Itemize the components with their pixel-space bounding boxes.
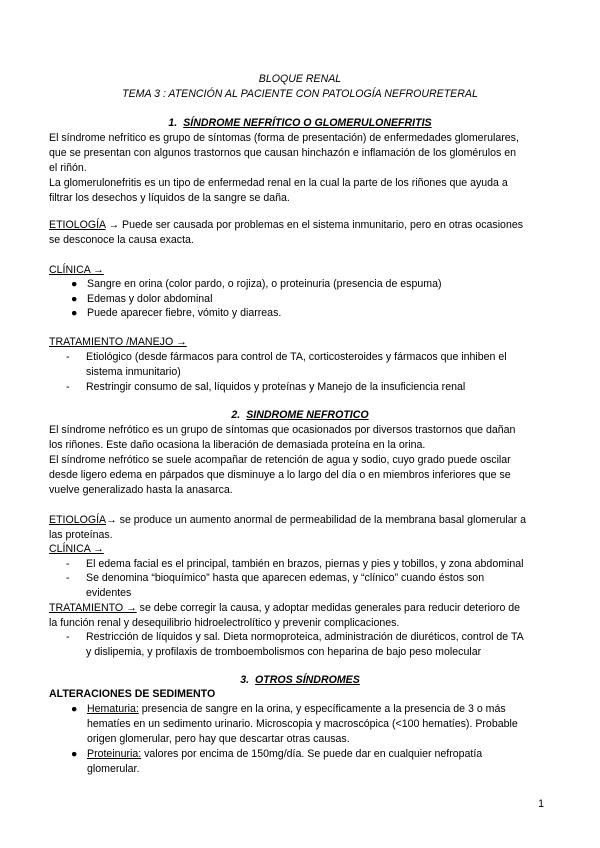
text-line: se desconoce la causa exacta. [49,234,194,246]
s1-tratamiento-label: TRATAMIENTO /MANEJO → [49,336,187,348]
page-number: 1 [538,798,544,810]
section-1-number: 1. [168,117,178,129]
text-line: los riñones. Este daño ocasiona la liberación de demasiada proteína en la orina. [49,439,426,451]
s3-subheading: ALTERACIONES DE SEDIMENTO [49,688,216,700]
section-3-title: OTROS SÍNDROMES [255,674,360,686]
document-title: BLOQUE RENAL [258,73,342,85]
text-line: que se presentan con algunos trastornos que causan hinchazón e inflamación de los glomérulos en [49,147,517,159]
section-2-heading [0,408,600,423]
text-line: vuelve generalizado hasta la anasarca. [49,484,233,496]
text-line: filtrar los desechos y líquidos de la sangre se daña. [49,192,290,204]
text-line: desde ligero edema en párpados que disminuye a lo largo del día o en miembros inferiores que se [49,469,511,481]
text-line: se debe corregir la causa, y adoptar medidas generales para reducir deterioro de [136,602,521,614]
text-line: el riñón. [49,162,87,174]
text-line: las proteínas. [49,529,113,541]
section-1-title: SÍNDROME NEFRÍTICO O GLOMERULONEFRITIS [183,117,432,129]
s2-etiology [49,513,554,543]
text-line: El síndrome nefrótico se suele acompañar de retención de agua y sodio, cuyo grado puede oscilar [49,454,511,466]
section-2-title: SINDROME NEFROTICO [246,409,369,421]
text-line: la función renal y desequilibrio hidroelectrolítico y prevenir complicaciones. [49,617,400,629]
etiology-label: ETIOLOGÍA [49,219,106,231]
etiology-label: ETIOLOGÍA [49,514,107,526]
text-line: El síndrome nefrótico es un grupo de síntomas que ocasionados por diversos trastornos que dañan [49,424,516,436]
section-2-number: 2. [231,409,241,421]
text-line: La glomerulonefritis es un tipo de enfermedad renal en la cual la parte de los riñones que ayuda a [49,177,508,189]
text-line: → Puede ser causada por problemas en el sistema inmunitario, pero en otras ocasiones [105,219,524,231]
document-page: BLOQUE RENAL TEMA 3 : ATENCIÓN AL PACIENTE CON PATOLOGÍA NEFROURETERAL 1. SÍNDROME NEFRÍTICO O GLOMERULONEFRITIS El síndrome nefrítico es grupo de síntomas (forma de presentación) de enfermedades glomerulares, que se presentan con algunos trastornos que causan hinchazón e inflamación de los glomérulos en el riñón. La glomerulonefritis es un tipo de enfermedad renal en la cual la parte de los riñones que ayuda a filtrar los desechos y líquidos de la sangre se daña. ETIOLOGÍA → Puede ser causada por problemas en el sistema inmunitario, pero en otras ocasiones se desconoce la causa exacta. CLÍNICA → ● Sangre en orina (color pardo, o rojiza), o proteinuria (presencia de espuma) ● Edemas y dolor abdominal ● Puede aparecer fiebre, vómito y diarreas. TRATAMIENTO /MANEJO → - Etiológico (desde fármacos para control de TA, corticosteroides y fármacos que inhiben el sistema inmunitario) - Restringir consumo de sal, líquidos y proteínas y Manejo de la insuficiencia renal 2. SINDROME NEFROTICO El síndrome nefrótico es un grupo de síntomas que ocasionados por diversos trastornos que dañan los riñones. Este daño ocasiona la liberación de demasiada proteína en la orina. El síndrome nefrótico se suele acompañar de retención de agua y sodio, cuyo grado puede oscilar desde ligero edema en párpados que disminuye a lo largo del día o en miembros inferiores que se vuelve generalizado hasta la anasarca. ETIOLOGÍA→ se produce un aumento anormal de permeabilidad de la membrana basal glomerular a las proteínas. CLÍNICA → - El edema facial es el principal, también en brazos, piernas y pies y tobillos, y zona abdominal - Se denomina “bioquímico” hasta que aparecen edemas, y “clínico” cuando éstos son evidentes TRATAMIENTO → se debe corregir la causa, y adoptar medidas generales para reducir deterioro de la función renal y desequilibrio hidroelectrolítico y prevenir complicaciones. - Restricción de líquidos y sal. Dieta normoproteica, administración de diuréticos, control de TA y dislipemia, y profilaxis de tromboembolismos con heparina de bajo peso molecular 3. OTROS SÍNDROMES ALTERACIONES DE SEDIMENTO ● Hematuria: presencia de sangre en la orina, y específicamente a la presencia de 3 o más hematíes en un sedimento urinario. Microscopia y macroscópica (<100 hematíes). Probable origen glomerular, pero hay que descartar otras causas. ● Proteinuria: valores por encima de 150mg/día. Se puede dar en cualquier nefropatía glomerular. 1 [0,0,600,848]
text-line: El síndrome nefrítico es grupo de síntomas (forma de presentación) de enfermedades glomerulares, [49,132,519,144]
document-subtitle: TEMA 3 : ATENCIÓN AL PACIENTE CON PATOLOGÍA NEFROURETERAL [122,88,478,100]
section-3-number: 3. [240,674,250,686]
s1-clinica-label: CLÍNICA → [49,264,104,276]
s1-etiology [49,218,554,248]
text-line: → se produce un aumento anormal de permeabilidad de la membrana basal glomerular a [106,514,526,526]
s2-paragraph-1 [49,423,554,498]
tratamiento-label: TRATAMIENTO → [49,602,137,614]
s2-clinica-label: CLÍNICA → [49,543,104,555]
section-1-heading [0,116,600,131]
section-3-heading [0,673,600,688]
s2-tratamiento [49,601,554,631]
s1-paragraph-1 [49,131,554,206]
